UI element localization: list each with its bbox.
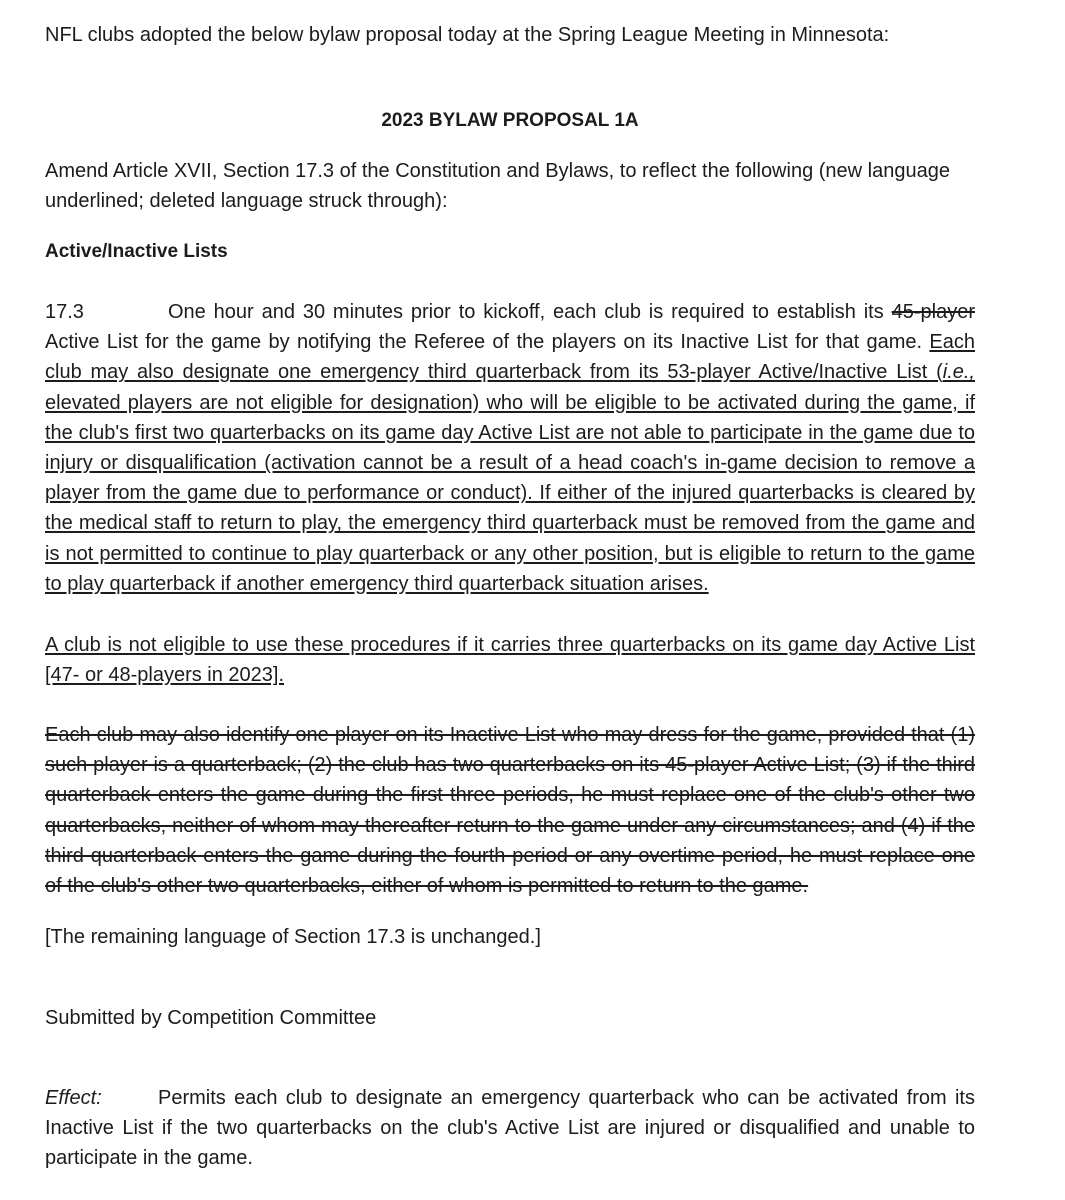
effect-paragraph <box>45 1083 975 1174</box>
section-text-original-a: One hour and 30 minutes prior to kickoff, each club is required to establish its <box>168 301 892 323</box>
inserted-text-eligibility: A club is not eligible to use these procedures if it carries three quarterbacks on its game day Active List [47- or 48-players in 2023]. <box>45 634 975 687</box>
effect-text: Permits each club to designate an emergency quarterback who can be activated from its Inactive List if the two quarterbacks on the club's Active List are injured or disqualified and unable to participate in the game. <box>45 1087 975 1170</box>
effect-label: Effect: <box>45 1087 102 1109</box>
section-text-original-b: Active List for the game by notifying the Referee of the players on its Inactive List for that game. <box>45 331 930 354</box>
inserted-paragraph-eligibility <box>45 630 975 690</box>
section-number: 17.3 <box>45 301 84 323</box>
amend-instructions: Amend Article XVII, Section 17.3 of the Constitution and Bylaws, to reflect the following (new language underlined; deleted language struck through): <box>45 160 950 213</box>
deleted-text-paragraph: Each club may also identify one player on its Inactive List who may dress for the game, provided that (1) such player is a quarterback; (2) the club has two quarterbacks on its 45-player Active List; (3) if the third quarterback enters the game during the first three periods, he must replace one of the club's other two quarterbacks, neither of whom may thereafter return to the game under any circumstances; and (4) if the third quarterback enters the game during the fourth period or any overtime period, he must replace one of the club's other two quarterbacks, either of whom is permitted to return to the game. <box>45 724 975 898</box>
inserted-text-b: elevated players are not eligible for designation) who will be eligible to be activated during the game, if the club's first two quarterbacks on its game day Active List are not able to participate in the game due to injury or disqualification (activation cannot be a result of a head coach's in-game decision to remove a player from the game due to performance or conduct). If either of the injured quarterbacks is cleared by the medical staff to return to play, the emergency third quarterback must be removed from the game and is not permitted to continue to play quarterback or any other position, but is eligible to return to the game to play quarterback if another emergency third quarterback situation arises. <box>45 391 975 595</box>
deleted-text-45-player: 45-player <box>891 301 975 323</box>
section-17-3-paragraph <box>45 297 975 599</box>
submitted-by: Submitted by Competition Committee <box>45 1007 377 1029</box>
inserted-text-a: Each club may also designate one emergency third quarterback from its 53-player Active/Inactive List ( <box>45 331 975 384</box>
intro-paragraph: NFL clubs adopted the below bylaw proposal today at the Spring League Meeting in Minnesota: <box>45 24 890 46</box>
unchanged-note: [The remaining language of Section 17.3 is unchanged.] <box>45 926 541 948</box>
proposal-title: 2023 BYLAW PROPOSAL 1A <box>381 110 639 131</box>
inserted-text-ie: i.e., <box>942 361 975 384</box>
section-heading: Active/Inactive Lists <box>45 241 228 262</box>
deleted-paragraph <box>45 720 975 901</box>
